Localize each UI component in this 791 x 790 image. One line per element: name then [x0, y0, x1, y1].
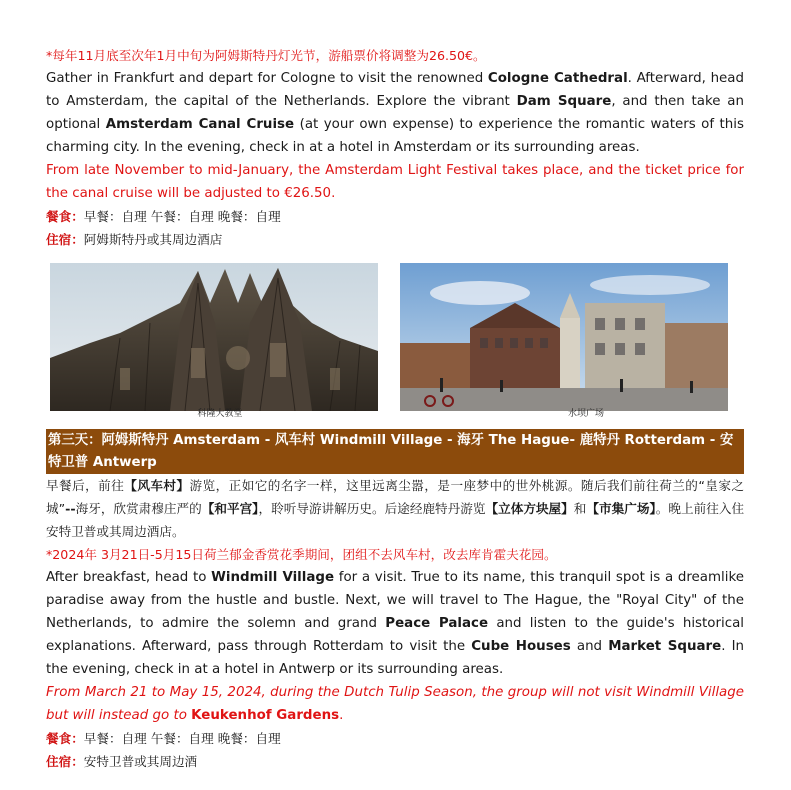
day2-meals: 餐食：早餐：自理 午餐：自理 晚餐：自理 [46, 209, 281, 224]
day2-note-zh: *每年11月底至次年1月中旬为阿姆斯特丹灯光节，游船票价将调整为26.50€。 [46, 48, 486, 63]
cologne-cathedral: Cologne Cathedral [487, 71, 628, 86]
cologne-cathedral-image [50, 263, 378, 411]
day2-note-en: From late November to mid-January, the Amsterdam Light Festival takes place, and the ticket price for the canal cruise will be adjusted to €26.50. [46, 163, 744, 201]
day3-header: 第三天：阿姆斯特丹 Amsterdam - 风车村 Windmill Village - 海牙 The Hague- 鹿特丹 Rotterdam - 安特卫普 Antwerp [46, 429, 744, 474]
photo-row [46, 263, 744, 421]
dam-square-caption: 水坝广场 [567, 409, 604, 419]
day2-hotel: 住宿：阿姆斯特丹或其周边酒店 [46, 232, 223, 247]
market-square: Market Square [608, 639, 722, 654]
hotel-label: 住宿： [46, 232, 84, 247]
windmill-village: Windmill Village [211, 570, 335, 585]
day3-description-zh: 早餐后，前往【风车村】游览，正如它的名字一样，这里远离尘嚣，是一座梦中的世外桃源。随后我们前往荷兰的“皇家之城”--海牙，欣赏肃穆庄严的【和平宫】，聆听导游讲解历史。后途经鹿特丹游览【立体方块屋】和【市集广场】。晚上前往入住安特卫普或其周边酒店。 [46, 478, 745, 539]
day2-description-en: Gather in Frankfurt and depart for Cologne to visit the renowned Cologne Cathedral. Afterward, head to Amsterdam, the capital of the Netherlands. Explore the vibrant Dam Square, and then take an optional Amsterdam Canal Cruise (at your own expense) to experience the romantic waters of this charming city. In the evening, check in at a hotel in Amsterdam or its surrounding areas. [46, 71, 745, 155]
amsterdam-canal-cruise: Amsterdam Canal Cruise [105, 117, 295, 132]
cologne-cathedral-caption: 科隆大教堂 [197, 409, 243, 419]
day3-note-en: From March 21 to May 15, 2024, during the Dutch Tulip Season, the group will not visit Windmill Village but will instead go to Keukenhof Gardens. [46, 685, 744, 723]
day3-meals: 餐食：早餐：自理 午餐：自理 晚餐：自理 [46, 731, 281, 746]
keukenhof-gardens: Keukenhof Gardens [191, 708, 340, 723]
peace-palace: Peace Palace [385, 616, 489, 631]
day3-description-en: After breakfast, head to Windmill Village for a visit. True to its name, this tranquil spot is a dreamlike paradise away from the hustle and bustle. Next, we will travel to The Hague, the "Royal City" of the Netherlands, to admire the solemn and grand Peace Palace and listen to the guide's historical explanations. Afterward, pass through Rotterdam to visit the Cube Houses and Market Square. In the evening, check in at a hotel in Antwerp or its surrounding areas. [46, 570, 745, 677]
dam-square-image [400, 263, 728, 411]
meals-label: 餐食： [46, 209, 84, 224]
dam-square: Dam Square [516, 94, 612, 109]
day3-hotel: 住宿：安特卫普或其周边酒 [46, 754, 198, 769]
dam-square-photo [400, 263, 728, 421]
itinerary-page [46, 44, 744, 773]
cologne-cathedral-photo [50, 263, 378, 421]
day3-note-zh: *2024年 3月21日-5月15日荷兰郁金香赏花季期间，团组不去风车村，改去库肯霍夫花园。 [46, 547, 557, 562]
cube-houses: Cube Houses [471, 639, 571, 654]
